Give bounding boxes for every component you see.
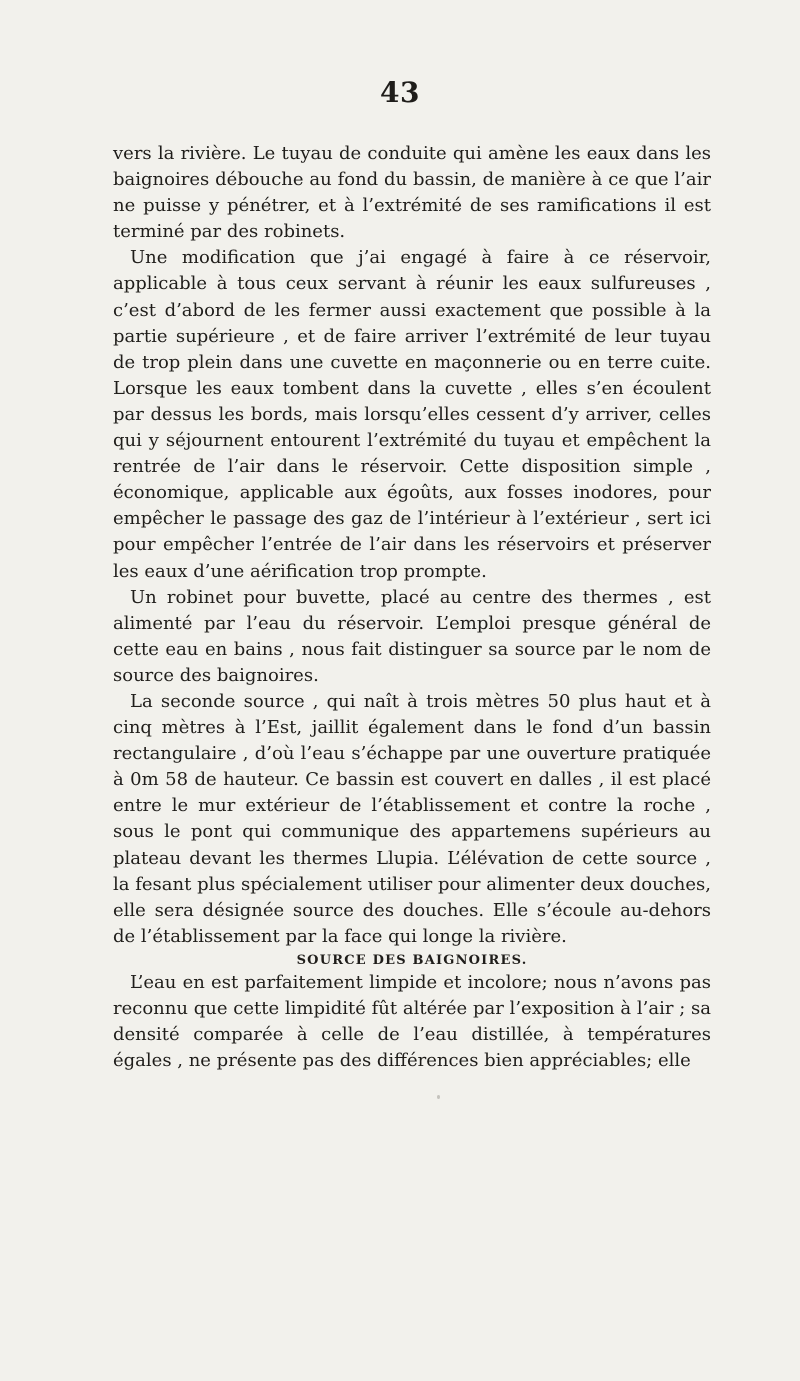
- section-paragraph-1: L’eau en est parfaitement limpide et incolore; nous n’avons pas reconnu que cette limpidité fût altérée par l’exposition à l’air ; sa densité comparée à celle de l’eau distillée, à températures égales , ne présente pas des différences bien appréciables; elle: [113, 971, 711, 1072]
- section-heading: SOURCE DES BAIGNOIRES.: [296, 952, 528, 968]
- page-number: 43: [380, 76, 420, 109]
- paper-speck: [437, 1095, 440, 1099]
- paragraph-1: vers la rivière. Le tuyau de conduite qui amène les eaux dans les baignoires débouche au fond du bassin, de manière à ce que l’air ne puisse y pénétrer, et à l’extrémité de ses ramifications il est terminé par des robinets.: [113, 143, 711, 243]
- paragraph-2: Une modification que j’ai engagé à faire à ce réservoir, applicable à tous ceux servant à réunir les eaux sulfureuses , c’est d’abord de les fermer aussi exactement que possible à la partie supérieure , et de faire arriver l’extrémité de leur tuyau de trop plein dans une cuvette en maçonnerie ou en terre cuite. Lorsque les eaux tombent dans la cuvette , elles s’en écoulent par dessus les bords, mais lorsqu’elles cessent d’y arriver, celles qui y séjournent entourent l’extrémité du tuyau et empêchent la rentrée de l’air dans le réservoir. Cette disposition simple , économique, applicable aux égoûts, aux fosses inodores, pour empêcher le passage des gaz de l’intérieur à l’extérieur , sert ici pour empêcher l’entrée de l’air dans les réservoirs et préserver les eaux d’une aérification trop prompte.: [113, 247, 711, 582]
- paragraph-3: Un robinet pour buvette, placé au centre des thermes , est alimenté par l’eau du réservoir. L’emploi presque général de cette eau en bains , nous fait distinguer sa source par le nom de source des baignoires.: [113, 586, 711, 686]
- paragraph-4: La seconde source , qui naît à trois mètres 50 plus haut et à cinq mètres à l’Est, jaillit également dans le fond d’un bassin rectangulaire , d’où l’eau s’échappe par une ouverture pratiquée à 0m 58 de hauteur. Ce bassin est couvert en dalles , il est placé entre le mur extérieur de l’établissement et contre la roche , sous le pont qui communique des appartemens supérieurs au plateau devant les thermes Llupia. L’élévation de cette source , la fesant plus spécialement utiliser pour alimenter deux douches, elle sera désignée source des douches. Elle s’écoule au-dehors de l’établissement par la face qui longe la rivière.: [113, 690, 711, 947]
- page-body: [113, 141, 711, 1074]
